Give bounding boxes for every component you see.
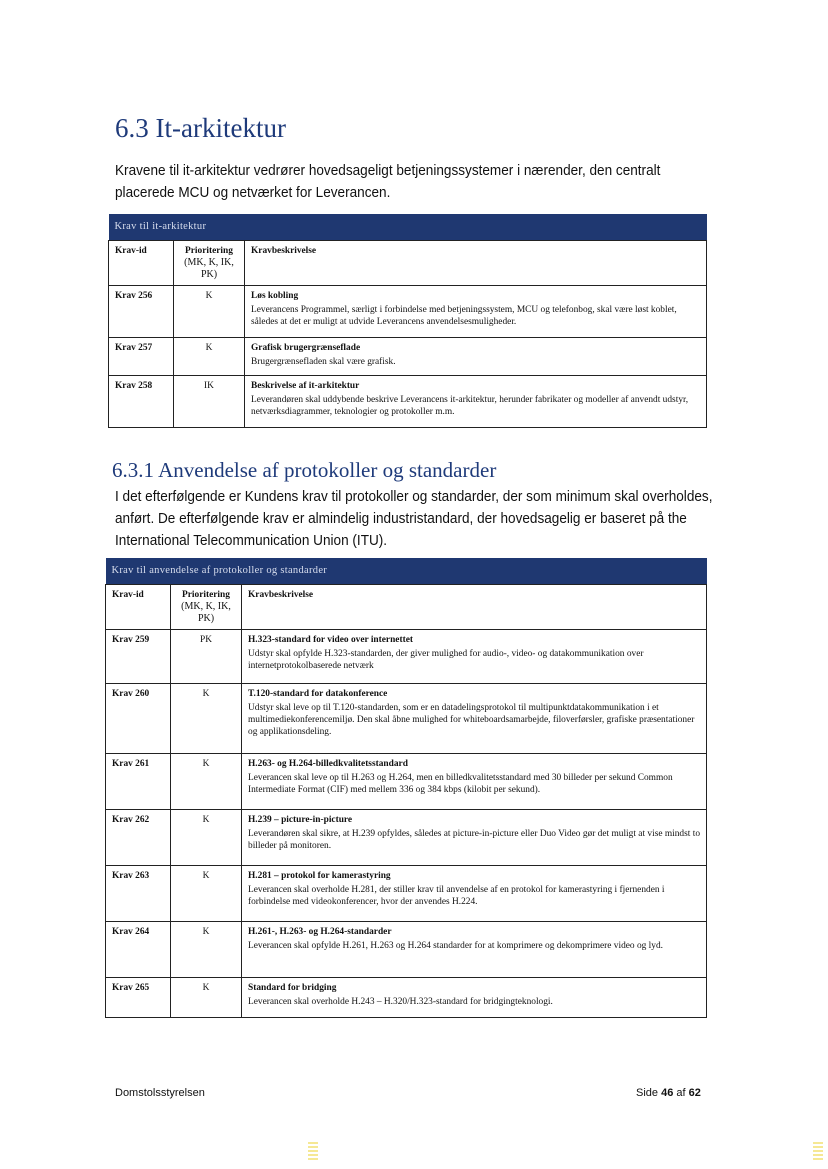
scan-mark bbox=[813, 1142, 823, 1160]
header-priority-scale: (MK, K, IK, PK) bbox=[181, 601, 231, 624]
row-priority: K bbox=[171, 978, 242, 1018]
footer-total-pages: 62 bbox=[688, 1087, 701, 1099]
row-id: Krav 263 bbox=[106, 866, 171, 922]
row-priority: K bbox=[174, 338, 245, 376]
footer-page-number bbox=[636, 1087, 701, 1099]
row-description bbox=[242, 978, 707, 1018]
header-id: Krav-id bbox=[109, 241, 174, 286]
table-header-row bbox=[106, 585, 707, 630]
row-priority: K bbox=[171, 810, 242, 866]
row-text: Leverancens Programmel, særligt i forbindelse med betjeningssystem, MCU og telefonbog, skal være løst koblet, således at det er muligt at udvide Leverancens anvendelsesmuligheder. bbox=[251, 305, 677, 327]
row-priority: K bbox=[171, 922, 242, 978]
row-description bbox=[242, 684, 707, 754]
row-description bbox=[242, 810, 707, 866]
header-description bbox=[245, 241, 707, 286]
row-description bbox=[245, 286, 707, 338]
row-text: Leverancen skal overholde H.281, der stiller krav til anvendelse af en protokol for kamerastyring i fjernenden i forbindelse med videokonferencer, hvor der anvendes H.224. bbox=[248, 885, 665, 907]
row-text: Leverancen skal opfylde H.261, H.263 og H.264 standarder for at komprimere og dekomprimere video og lyd. bbox=[248, 941, 663, 951]
row-id: Krav 264 bbox=[106, 922, 171, 978]
row-id: Krav 262 bbox=[106, 810, 171, 866]
header-description-label: Kravbeskrivelse bbox=[248, 590, 314, 600]
header-priority-scale: (MK, K, IK, PK) bbox=[184, 257, 234, 280]
row-description bbox=[245, 338, 707, 376]
subsection-heading: 6.3.1 Anvendelse af protokoller og standarder bbox=[112, 458, 497, 482]
table-row bbox=[106, 978, 707, 1018]
header-priority-label: Prioritering bbox=[185, 246, 233, 256]
header-priority-label: Prioritering bbox=[182, 590, 230, 600]
table-row bbox=[106, 810, 707, 866]
table-caption: Krav til anvendelse af protokoller og standarder bbox=[106, 558, 707, 585]
table-row bbox=[109, 286, 707, 338]
row-text: Leverancen skal leve op til H.263 og H.264, men en billedkvalitetsstandard med 30 billeder per sekund Common Intermediate Format (CIF) med mellem 336 og 384 kbps (kilobit per sekund). bbox=[248, 773, 673, 795]
section-heading: 6.3 It-arkitektur bbox=[115, 113, 286, 143]
table-row bbox=[109, 376, 707, 428]
row-text: Udstyr skal opfylde H.323-standarden, der giver mulighed for audio-, video- og datakommunikation over internetprotokolbaserede netværk bbox=[248, 649, 644, 671]
row-id: Krav 261 bbox=[106, 754, 171, 810]
row-id: Krav 259 bbox=[106, 630, 171, 684]
header-description bbox=[242, 585, 707, 630]
row-title: Grafisk brugergrænseflade bbox=[251, 343, 361, 353]
row-description bbox=[242, 866, 707, 922]
table-row bbox=[106, 630, 707, 684]
row-title: T.120-standard for datakonference bbox=[248, 689, 388, 699]
row-text: Leverancen skal overholde H.243 – H.320/H.323-standard for bridgingteknologi. bbox=[248, 997, 553, 1007]
footer-page-separator: af bbox=[676, 1087, 686, 1099]
table-row bbox=[106, 754, 707, 810]
footer-organization: Domstolsstyrelsen bbox=[115, 1087, 205, 1099]
row-id: Krav 265 bbox=[106, 978, 171, 1018]
header-description-label: Kravbeskrivelse bbox=[251, 246, 317, 256]
row-priority: PK bbox=[171, 630, 242, 684]
row-id: Krav 256 bbox=[109, 286, 174, 338]
row-title: Standard for bridging bbox=[248, 983, 337, 993]
row-description bbox=[242, 630, 707, 684]
subsection-intro: I det efterfølgende er Kundens krav til protokoller og standarder, der som minimum skal overholdes, anført. De efterfølgende krav er almindelig industristandard, der hovedsagelig er baseret på the International Telecommunication Union (ITU). bbox=[115, 489, 713, 549]
footer-current-page: 46 bbox=[661, 1087, 674, 1099]
row-description bbox=[242, 754, 707, 810]
row-priority: K bbox=[171, 754, 242, 810]
row-title: Løs kobling bbox=[251, 291, 299, 301]
row-title: H.323-standard for video over internettet bbox=[248, 635, 413, 645]
row-title: H.239 – picture-in-picture bbox=[248, 815, 353, 825]
row-title: H.281 – protokol for kamerastyring bbox=[248, 871, 391, 881]
table-row bbox=[106, 922, 707, 978]
scan-mark bbox=[308, 1142, 318, 1160]
requirements-table-architecture bbox=[108, 214, 707, 428]
header-priority bbox=[174, 241, 245, 286]
row-id: Krav 260 bbox=[106, 684, 171, 754]
row-text: Brugergrænsefladen skal være grafisk. bbox=[251, 357, 396, 367]
row-priority: IK bbox=[174, 376, 245, 428]
row-priority: K bbox=[171, 684, 242, 754]
row-description bbox=[242, 922, 707, 978]
table-caption: Krav til it-arkitektur bbox=[109, 214, 707, 241]
row-id: Krav 257 bbox=[109, 338, 174, 376]
header-id: Krav-id bbox=[106, 585, 171, 630]
row-text: Leverandøren skal uddybende beskrive Leverancens it-arkitektur, herunder fabrikater og modeller af anvendt udstyr, netværksdiagrammer, teknologier og protokoller m.m. bbox=[251, 395, 689, 417]
requirements-table-protocols bbox=[105, 558, 707, 1018]
row-title: H.261-, H.263- og H.264-standarder bbox=[248, 927, 392, 937]
row-title: Beskrivelse af it-arkitektur bbox=[251, 381, 360, 391]
table-row bbox=[106, 684, 707, 754]
row-text: Udstyr skal leve op til T.120-standarden, som er en datadelingsprotokol til multipunktdatakommunikation i et multimediekonferencemiljø. Den skal åbne mulighed for whiteboardsamarbejde, filoverførsler, grafiske præsentationer og applikationsdeling. bbox=[248, 703, 695, 737]
row-text: Leverandøren skal sikre, at H.239 opfyldes, således at picture-in-picture eller Duo Video gør det muligt at vise mindst to billeder på monitoren. bbox=[248, 829, 701, 851]
row-priority: K bbox=[171, 866, 242, 922]
footer-page-prefix: Side bbox=[636, 1087, 659, 1099]
table-row bbox=[109, 338, 707, 376]
table-header-row bbox=[109, 241, 707, 286]
row-priority: K bbox=[174, 286, 245, 338]
section-intro: Kravene til it-arkitektur vedrører hovedsageligt betjeningssystemer i nærender, den centralt placerede MCU og netværket for Leverancen. bbox=[115, 163, 661, 201]
table-row bbox=[106, 866, 707, 922]
header-priority bbox=[171, 585, 242, 630]
row-title: H.263- og H.264-billedkvalitetsstandard bbox=[248, 759, 408, 769]
row-id: Krav 258 bbox=[109, 376, 174, 428]
row-description bbox=[245, 376, 707, 428]
